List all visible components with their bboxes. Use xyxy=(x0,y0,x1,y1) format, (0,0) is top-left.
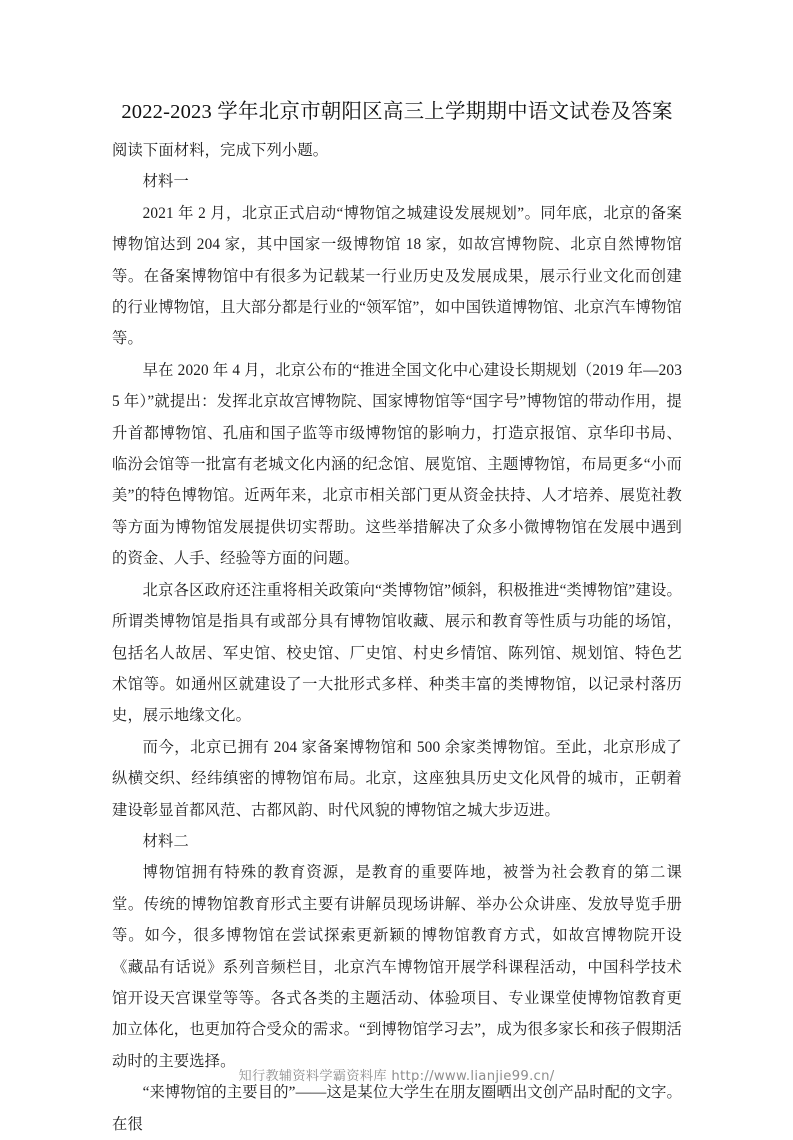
paragraph: 博物馆拥有特殊的教育资源，是教育的重要阵地，被誉为社会教育的第二课堂。传统的博物馆教育形式主要有讲解员现场讲解、举办公众讲座、发放导览手册等。如今，很多博物馆在尝试探索更新颖的博物馆教育方式，如故宫博物院开设《藏品有话说》系列音频栏目，北京汽车博物馆开展学科课程活动，中国科学技术馆开设天宫课堂等等。各式各类的主题活动、体验项目、专业课堂使博物馆教育更加立体化，也更加符合受众的需求。“到博物馆学习去”，成为很多家长和孩子假期活动时的主要选择。 xyxy=(112,864,682,1070)
footer-watermark xyxy=(0,1068,793,1086)
watermark-url[interactable]: http://www.lianjie99.cn/ xyxy=(391,1069,555,1084)
paragraph: 早在 2020 年 4 月，北京公布的“推进全国文化中心建设长期规划（2019 年—2035 年）”就提出：发挥北京故宫博物院、国家博物馆等“国字号”博物馆的带动作用，提升首都博物馆、孔庙和国子监等市级博物馆的影响力，打造京报馆、京华印书局、临汾会馆等一批富有老城文化内涵的纪念馆、展览馆、主题博物馆，布局更多“小而美”的特色博物馆。近两年来，北京市相关部门更从资金扶持、人才培养、展览社教等方面为博物馆发展提供切实帮助。这些举措解决了众多小微博物馆在发展中遇到的资金、人手、经验等方面的问题。 xyxy=(112,361,682,568)
reading-instruction: 阅读下面材料，完成下列小题。 xyxy=(112,142,329,159)
paragraph: “来博物馆的主要目的”——这是某位大学生在朋友圈晒出文创产品时配的文字。在很 xyxy=(112,1084,682,1133)
section-heading-material-one: 材料一 xyxy=(142,173,189,191)
paragraph: 2021 年 2 月，北京正式启动“博物馆之城建设发展规划”。同年底，北京的备案博物馆达到 204 家，其中国家一级博物馆 18 家，如故宫博物院、北京自然博物馆等。在备案博物馆中有很多为记载某一行业历史及发展成果，展示行业文化而创建的行业博物馆，且大部分都是行业的“领军馆”，如中国铁道博物馆、北京汽车博物馆等。 xyxy=(112,204,682,348)
document-body xyxy=(112,96,682,1140)
watermark-site-name: 知行教辅资料学霸资料库 xyxy=(238,1069,387,1084)
paragraph: 北京各区政府还注重将相关政策向“类博物馆”倾斜，积极推进“类博物馆”建设。所谓类博物馆是指具有或部分具有博物馆收藏、展示和教育等性质与功能的场馆，包括名人故居、军史馆、校史馆、厂史馆、村史乡情馆、陈列馆、规划馆、特色艺术馆等。如通州区就建设了一大批形式多样、种类丰富的类博物馆，以记录村落历史，展示地缘文化。 xyxy=(112,581,682,725)
paragraph: 而今，北京已拥有 204 家备案博物馆和 500 余家类博物馆。至此，北京形成了纵横交织、经纬缜密的博物馆布局。北京，这座独具历史文化风骨的城市，正朝着建设彰显首都风范、古都风韵、时代风貌的博物馆之城大步迈进。 xyxy=(112,738,682,819)
page-title: 2022-2023 学年北京市朝阳区高三上学期期中语文试卷及答案 xyxy=(121,101,673,123)
section-heading-material-two: 材料二 xyxy=(142,832,189,850)
